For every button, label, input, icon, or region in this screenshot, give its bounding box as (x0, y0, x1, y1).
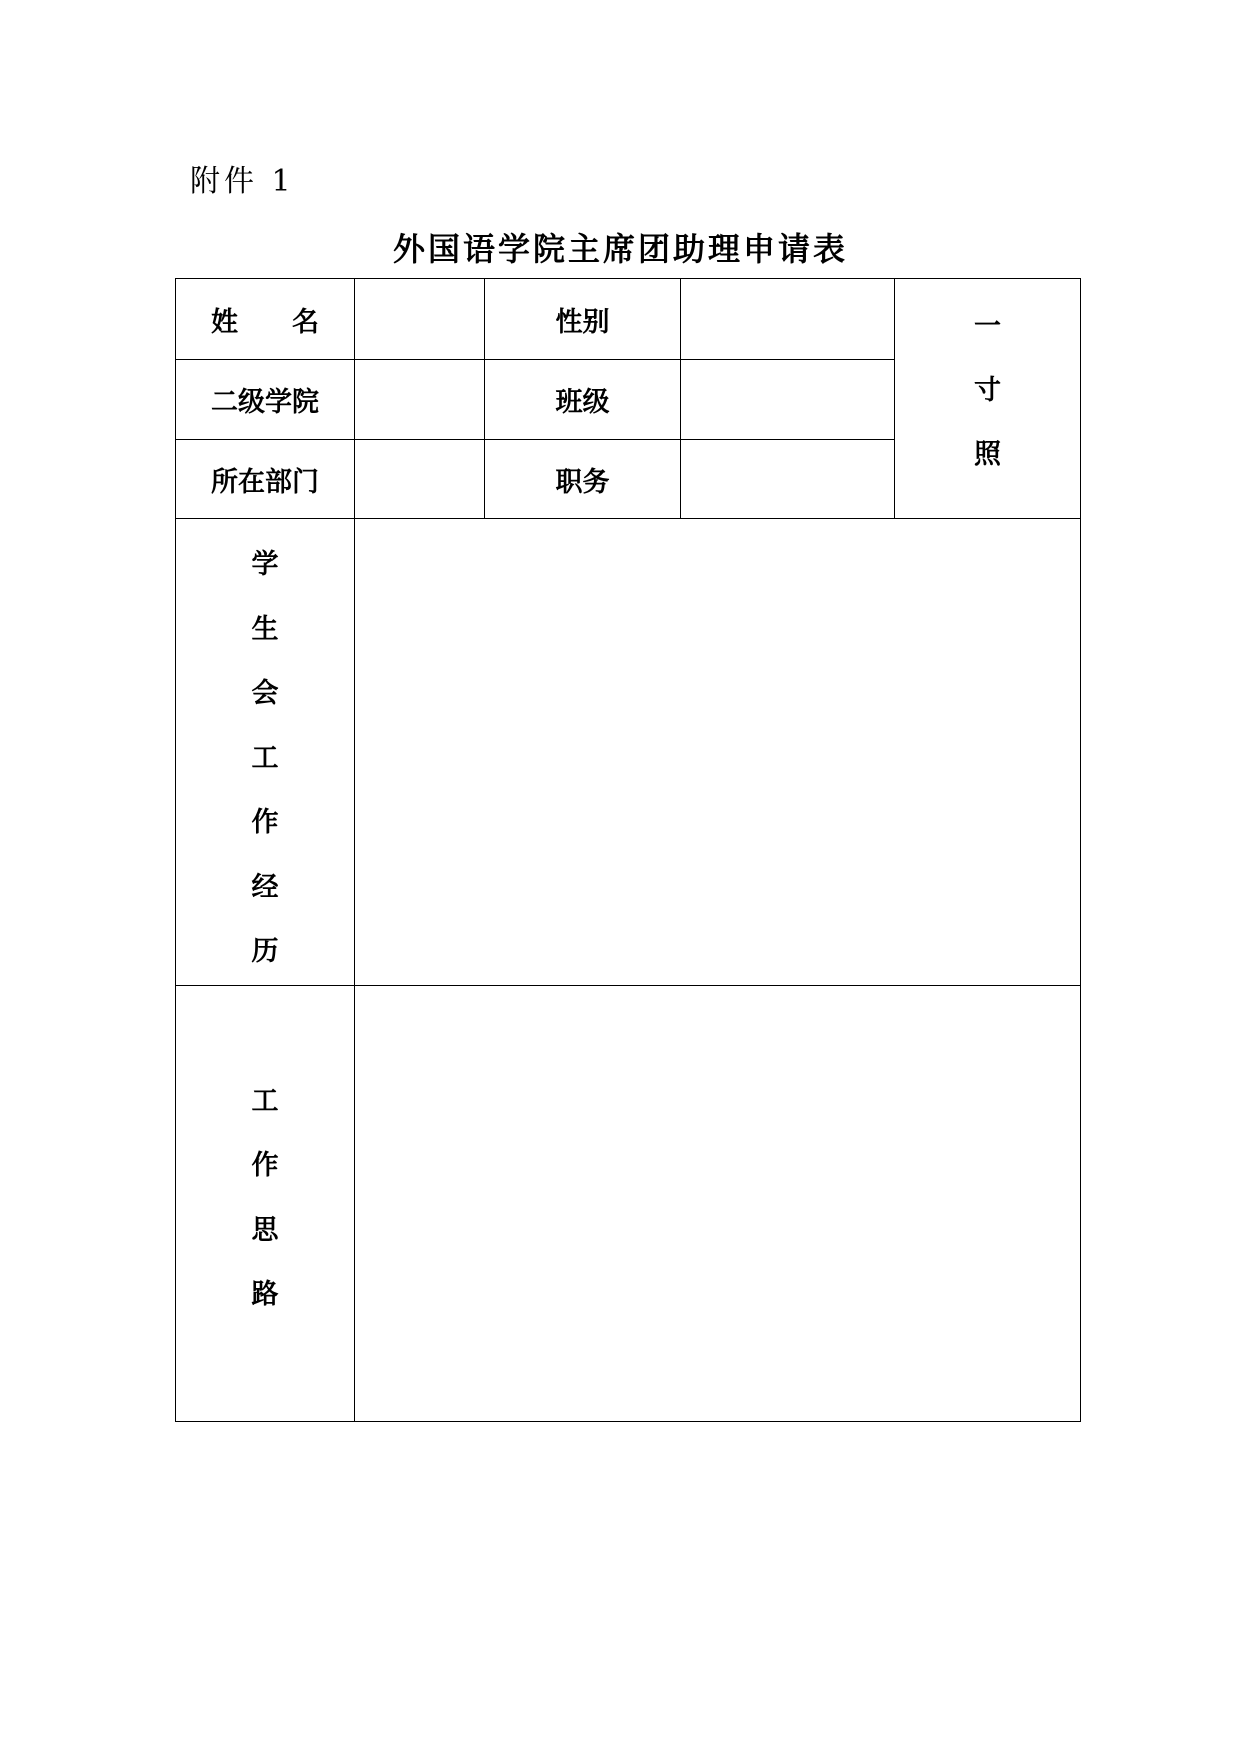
position-label: 职务 (555, 466, 610, 498)
college-input-cell[interactable] (355, 360, 485, 440)
attachment-label: 附件 1 (190, 164, 295, 199)
experience-label-char: 经 (251, 871, 279, 903)
form-title: 外国语学院主席团助理申请表 (392, 230, 848, 268)
ideas-label (176, 1070, 354, 1328)
experience-label-cell (176, 519, 355, 986)
experience-label-char: 历 (251, 936, 279, 967)
college-label-cell (176, 360, 355, 440)
ideas-label-char: 作 (251, 1150, 279, 1181)
ideas-label-char: 思 (251, 1214, 279, 1246)
ideas-label-char: 路 (251, 1279, 279, 1310)
class-label: 班级 (555, 387, 610, 418)
photo-label-char: 寸 (974, 375, 1001, 406)
photo-label-char: 一 (974, 311, 1001, 342)
position-label-cell (485, 440, 681, 519)
experience-label-char: 工 (251, 742, 279, 774)
ideas-label-cell (176, 985, 355, 1421)
department-input-cell[interactable] (355, 440, 485, 519)
experience-label-char: 生 (251, 613, 279, 645)
ideas-input-cell[interactable] (355, 985, 1081, 1421)
name-label: 姓名 (211, 306, 373, 338)
name-label-cell (176, 279, 373, 360)
application-form-table (175, 278, 1081, 1422)
position-input-cell[interactable] (681, 440, 895, 519)
gender-label-cell (485, 279, 681, 360)
name-input-cell[interactable] (355, 279, 485, 360)
college-label: 二级学院 (211, 387, 319, 418)
photo-cell[interactable] (895, 279, 1081, 519)
department-label: 所在部门 (211, 466, 319, 498)
experience-label-char: 会 (251, 678, 279, 709)
experience-input-cell[interactable] (355, 519, 1081, 986)
class-input-cell[interactable] (681, 360, 895, 440)
class-label-cell (485, 360, 681, 440)
experience-label (176, 533, 354, 985)
gender-input-cell[interactable] (681, 279, 895, 360)
photo-label (895, 279, 1080, 487)
experience-label-char: 作 (251, 807, 279, 838)
ideas-label-char: 工 (251, 1085, 279, 1117)
experience-label-char: 学 (251, 549, 279, 580)
photo-label-char: 照 (974, 439, 1001, 470)
department-label-cell (176, 440, 355, 519)
gender-label: 性别 (555, 306, 610, 338)
